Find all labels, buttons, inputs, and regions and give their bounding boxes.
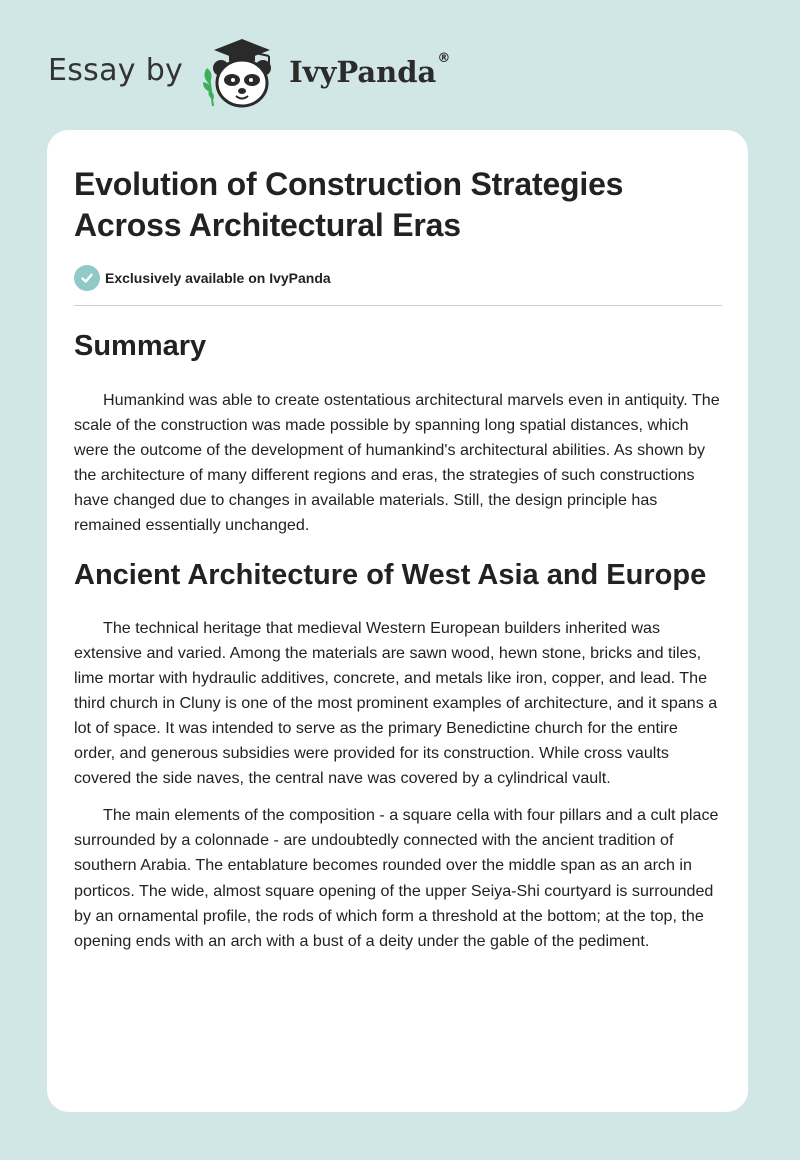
section-heading-summary: Summary	[74, 330, 207, 362]
panda-graduate-logo-icon[interactable]	[199, 36, 285, 112]
essay-by-label: Essay by	[48, 52, 184, 88]
essay-title: Evolution of Construction Strategies Across Architectural Eras	[74, 166, 624, 243]
exclusive-badge-label: Exclusively available on IvyPanda	[105, 270, 331, 286]
brand-name[interactable]: IvyPanda®	[289, 51, 451, 89]
section-heading-ancient-architecture: Ancient Architecture of West Asia and Europe	[74, 558, 707, 591]
summary-paragraph: Humankind was able to create ostentatious architectural marvels even in antiquity. The scale of the construction was made possible by spanning long spatial distances, which were the outcome of the development of humankind's architectural abilities. As shown by the architecture of many different regions and eras, the strategies of such constructions have changed due to changes in available materials. Still, the design principle has remained essentially unchanged.	[74, 391, 720, 535]
title-divider	[74, 305, 722, 306]
ancient-architecture-paragraph-1: The technical heritage that medieval Western European builders inherited was extensive and varied. Among the materials are sawn wood, hewn stone, bricks and tiles, lime mortar with hydraulic additives, concrete, and metals like iron, copper, and lead. The third church in Cluny is one of the most prominent examples of architecture, and it spans a lot of space. It was intended to serve as the primary Benedictine church for the entire order, and generous subsidies were provided for its construction. While cross vaults covered the side naves, the central nave was covered by a cylindrical vault.	[74, 618, 718, 788]
registered-mark: ®	[437, 51, 451, 66]
exclusive-badge	[74, 265, 722, 291]
check-circle-icon	[74, 265, 100, 291]
essay-card	[47, 130, 748, 1112]
ancient-architecture-paragraph-2: The main elements of the composition - a square cella with four pillars and a cult place surrounded by a colonnade - are undoubtedly connected with the ancient tradition of southern Arabia. The entablature becomes rounded over the middle span as an arch in porticos. The wide, almost square opening of the upper Seiya-Shi courtyard is surrounded by an ornamental profile, the rods of which form a threshold at the bottom; at the top, the opening ends with an arch with a bust of a deity under the gable of the pediment.	[74, 806, 719, 950]
site-header	[48, 34, 450, 114]
